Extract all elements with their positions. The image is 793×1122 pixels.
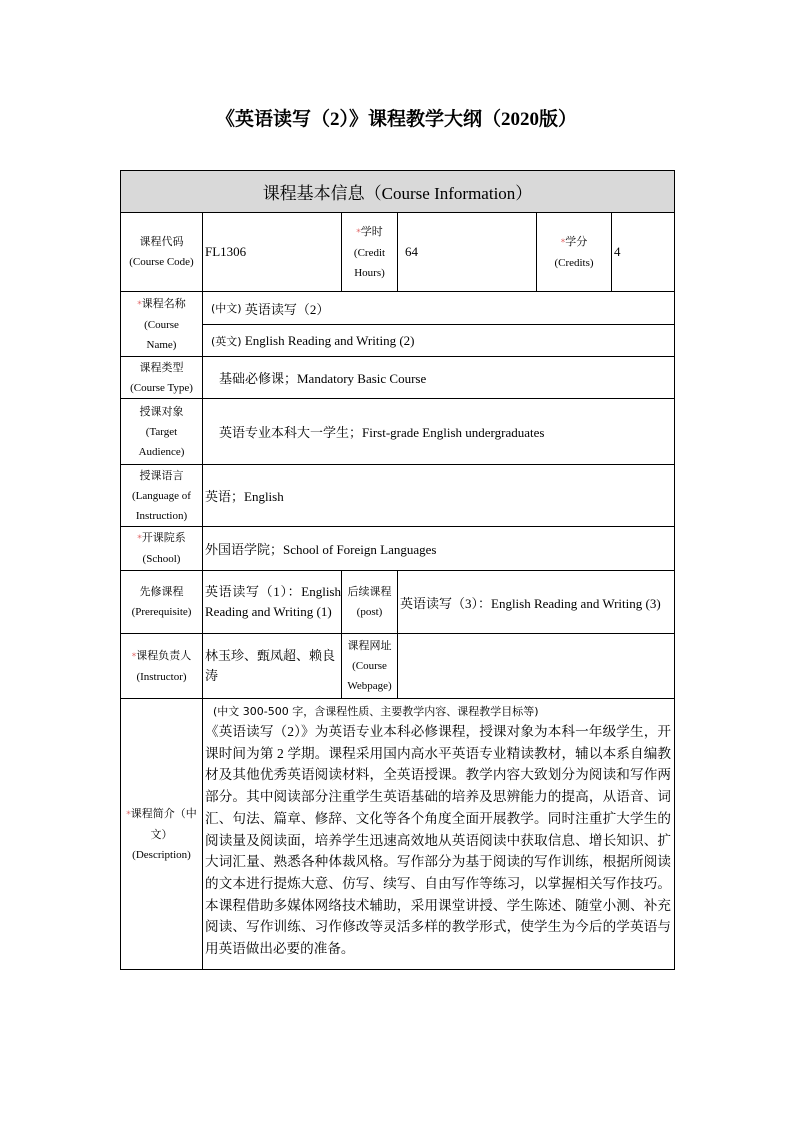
en-value: English Reading and Writing (2) (244, 332, 415, 348)
credits-label (536, 212, 612, 292)
webpage-label (341, 633, 398, 699)
label-cn (137, 294, 186, 315)
label-en: (Course (352, 660, 387, 672)
label-en: Name) (146, 338, 177, 351)
required-mark: * (356, 227, 361, 238)
label-cn-text: 开课院系 (141, 531, 186, 544)
description-label (120, 698, 203, 970)
label-en: Hours) (354, 266, 385, 279)
description-value (202, 698, 675, 970)
label-en: (Course Code) (129, 256, 194, 268)
post-course-value: 英语读写（3）：English Reading and Writing (3) (397, 570, 675, 634)
document-title: 《英语读写（2）》课程教学大纲（2020版） (215, 109, 577, 130)
label-en: (Course Type) (130, 381, 193, 394)
label-cn-text: 学时 (360, 224, 383, 238)
required-mark: * (126, 809, 131, 820)
language-label (120, 464, 203, 527)
school-value: 外国语学院；School of Foreign Languages (202, 526, 675, 571)
instructor-value: 林玉珍、甄凤超、赖良涛 (202, 633, 342, 699)
target-audience-label (120, 398, 203, 465)
label-cn (137, 528, 186, 549)
language-value: 英语；English (202, 464, 675, 527)
course-name-label (120, 291, 203, 357)
label-cn-text: 课程简介（中 (130, 806, 197, 820)
prerequisite-value: 英语读写（1）：English Reading and Writing (1) (202, 570, 342, 634)
label-en: Webpage) (347, 680, 392, 692)
label-cn: 课程类型 (139, 360, 184, 374)
label-en: (post) (356, 606, 383, 618)
label-en: Audience) (138, 445, 185, 458)
label-cn: 先修课程 (139, 585, 184, 598)
label-en: (Course (144, 318, 179, 331)
label-en: (Description) (132, 848, 191, 861)
label-cn (126, 804, 197, 825)
label-cn: 课程网址 (347, 639, 392, 652)
label-cn (132, 646, 192, 667)
label-en: (School) (142, 553, 181, 565)
label-en: (Language of (132, 489, 191, 502)
section-header: 课程基本信息（Course Information） (120, 170, 675, 213)
label-cn: 授课语言 (139, 468, 184, 482)
credits-value: 4 (611, 212, 675, 292)
label-cn (561, 232, 588, 253)
course-type-label (120, 356, 203, 399)
label-cn: 文） (150, 827, 173, 841)
cn-value: 英语读写（2） (244, 301, 330, 317)
label-en: (Prerequisite) (131, 606, 192, 618)
credit-hours-value: 64 (397, 212, 537, 292)
instructor-label (120, 633, 203, 699)
required-mark: * (131, 651, 137, 662)
cn-tag: (中文) (211, 302, 242, 315)
label-en: (Target (145, 425, 178, 438)
label-cn (356, 222, 383, 243)
label-en: (Instructor) (136, 670, 187, 683)
label-en: (Credits) (554, 256, 594, 269)
post-course-label (341, 570, 398, 634)
credit-hours-label (341, 212, 398, 292)
required-mark: * (560, 237, 566, 248)
required-mark: * (137, 299, 142, 310)
label-en: Instruction) (135, 509, 188, 522)
course-name-cn (202, 291, 675, 325)
label-cn: 后续课程 (347, 585, 392, 598)
label-cn-text: 学分 (565, 234, 588, 248)
label-cn: 课程代码 (139, 235, 184, 248)
course-name-en (202, 324, 675, 357)
school-label (120, 526, 203, 571)
description-text: 《英语读写（2）》为英语专业本科必修课程，授课对象为本科一年级学生，开课时间为第 2 学期。课程采用国内高水平英语专业精读教材，辅以本系自编教材及其他优秀英语阅读材料，全英语授课。教学内容大致划分为阅读和写作两部分。其中阅读部分注重学生英语基础的培养及思辨能力的提高，从语音、词汇、句法、篇章、修辞、文化等各个角度全面开展教学。同时注重扩大学生的阅读量及阅读面，培养学生迅速高效地从英语阅读中获取信息、增长知识、扩大词汇量、熟悉各种体裁风格。写作部分为基于阅读的写作训练，根据所阅读的文本进行提炼大意、仿写、续写、自由写作等练习，以掌握相关写作技巧。本课程借助多媒体网络技术辅助，采用课堂讲授、学生陈述、随堂小测、补充阅读、写作训练、习作修改等灵活多样的教学形式，使学生为今后的学英语与用英语做出必要的准备。 (205, 724, 671, 957)
course-code-value: FL1306 (202, 212, 342, 292)
target-audience-value: 英语专业本科大一学生；First-grade English undergraduates (202, 398, 675, 465)
prerequisite-label (120, 570, 203, 634)
description-note: (中文 300-500 字，含课程性质、主要教学内容、课程教学目标等) (213, 705, 539, 718)
label-en: (Credit (353, 246, 386, 259)
required-mark: * (137, 534, 142, 544)
label-cn: 授课对象 (139, 404, 184, 418)
en-tag: (英文) (211, 334, 242, 348)
course-type-value: 基础必修课；Mandatory Basic Course (202, 356, 675, 399)
course-code-label (120, 212, 203, 292)
label-cn-text: 课程负责人 (136, 648, 192, 662)
webpage-value (397, 633, 675, 699)
label-cn-text: 课程名称 (141, 296, 186, 310)
